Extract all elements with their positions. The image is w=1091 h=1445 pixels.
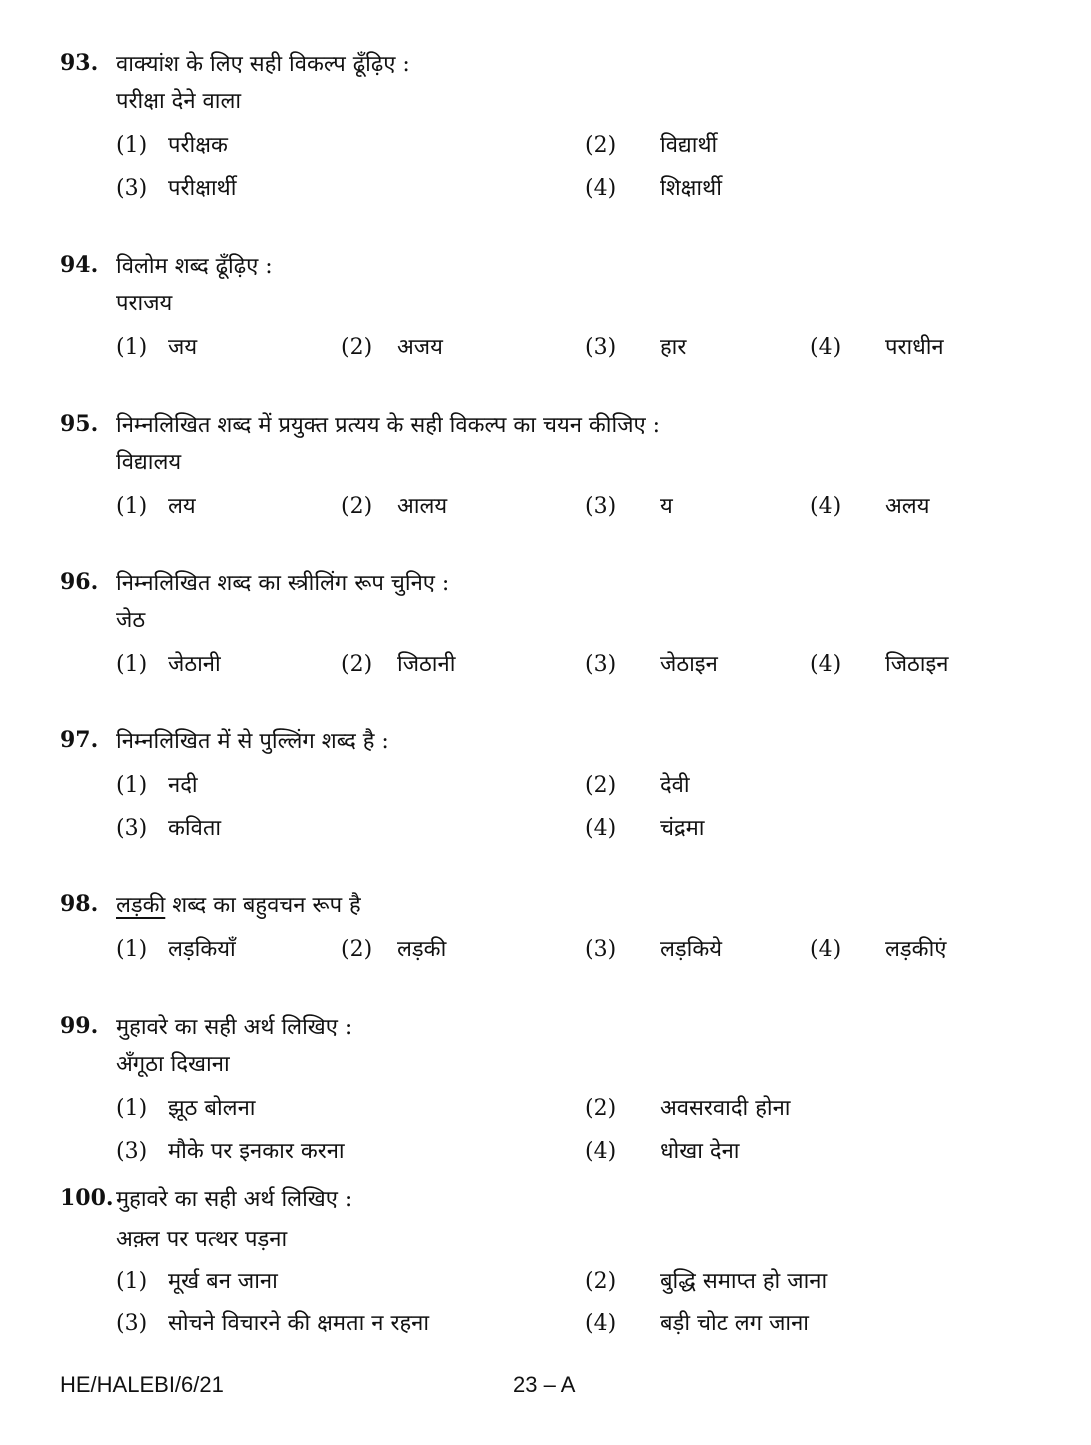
option-1: (1) नदी (116, 773, 198, 798)
option-3: (3) परीक्षार्थी (116, 176, 237, 201)
option-3: (3) सोचने विचारने की क्षमता न रहना (116, 1311, 430, 1336)
option-3: (3) मौके पर इनकार करना (116, 1139, 345, 1164)
footer-code: HE/HALEBI/6/21 (60, 1372, 224, 1397)
option-1: (1) झूठ बोलना (116, 1096, 256, 1121)
option-1: (1) परीक्षक (116, 133, 228, 158)
question-number: 99. (60, 1013, 99, 1039)
option-2: (2) लड़की (341, 937, 447, 962)
option-1: (1) लड़कियाँ (116, 937, 236, 962)
option-1: (1) जय (116, 335, 198, 360)
question-text: निम्नलिखित में से पुल्लिंग शब्द है : (116, 729, 389, 754)
question-number: 94. (60, 252, 99, 278)
question-stem: अक़्ल पर पत्थर पड़ना (116, 1227, 288, 1252)
option-1: (1) जेठानी (116, 652, 221, 677)
question-text: विलोम शब्द ढूँढ़िए : (116, 254, 273, 279)
option-3: (3) हार (585, 335, 687, 360)
question-number: 97. (60, 727, 99, 753)
question-stem: जेठ (116, 608, 146, 633)
option-4: (4) अलय (810, 494, 930, 519)
option-4: (4) चंद्रमा (585, 816, 705, 841)
question-text: लड़की शब्द का बहुवचन रूप है (116, 893, 361, 918)
question-number: 95. (60, 411, 99, 437)
option-2: (2) आलय (341, 494, 448, 519)
option-1: (1) मूर्ख बन जाना (116, 1269, 278, 1294)
question-number: 100. (60, 1185, 114, 1211)
question-text: वाक्यांश के लिए सही विकल्प ढूँढ़िए : (116, 52, 410, 77)
question-number: 93. (60, 50, 99, 76)
option-2: (2) अवसरवादी होना (585, 1096, 791, 1121)
option-4: (4) बड़ी चोट लग जाना (585, 1311, 809, 1336)
option-3: (3) जेठाइन (585, 652, 718, 677)
question-text: निम्नलिखित शब्द का स्त्रीलिंग रूप चुनिए : (116, 571, 450, 596)
question-text: मुहावरे का सही अर्थ लिखिए : (116, 1015, 353, 1040)
question-number: 98. (60, 891, 99, 917)
question-stem: परीक्षा देने वाला (116, 89, 242, 114)
question-stem: विद्यालय (116, 450, 182, 475)
option-4: (4) पराधीन (810, 335, 944, 360)
option-2: (2) अजय (341, 335, 443, 360)
option-2: (2) बुद्धि समाप्त हो जाना (585, 1269, 828, 1294)
question-text: निम्नलिखित शब्द में प्रयुक्त प्रत्यय के सही विकल्प का चयन कीजिए : (116, 413, 661, 438)
option-2: (2) विद्यार्थी (585, 133, 718, 158)
question-text: मुहावरे का सही अर्थ लिखिए : (116, 1187, 353, 1212)
question-stem: पराजय (116, 291, 173, 316)
option-4: (4) लड़कीएं (810, 937, 947, 962)
option-2: (2) जिठानी (341, 652, 456, 677)
option-3: (3) कविता (116, 816, 222, 841)
option-4: (4) जिठाइन (810, 652, 949, 677)
option-3: (3) य (585, 494, 673, 519)
underlined-word: लड़की (116, 893, 166, 918)
question-stem: अँगूठा दिखाना (116, 1052, 230, 1077)
option-3: (3) लड़किये (585, 937, 723, 962)
option-4: (4) शिक्षार्थी (585, 176, 722, 201)
option-1: (1) लय (116, 494, 196, 519)
option-2: (2) देवी (585, 773, 690, 798)
page-number: 23 – A (513, 1372, 576, 1397)
question-number: 96. (60, 569, 99, 595)
option-4: (4) धोखा देना (585, 1139, 740, 1164)
